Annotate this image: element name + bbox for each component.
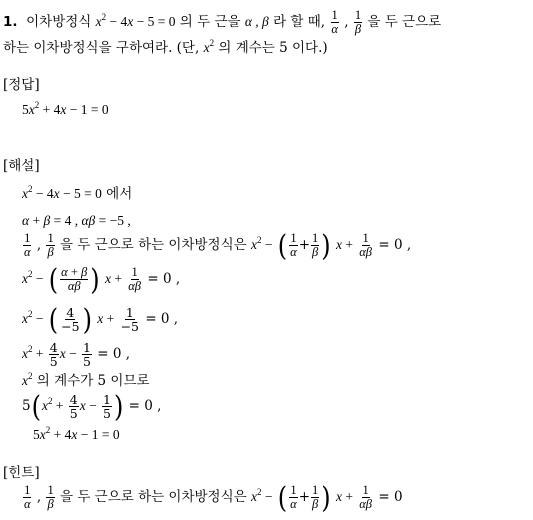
problem-text-c: 라 할 때,	[273, 14, 326, 31]
solution-step-3: $\frac{1}{\alpha}$ , $\frac{1}{\beta}$ 을 두 근으로 하는 이차방정식은 $x^2$ − ( $\frac{1}{\alpha}$ + $\frac{1}{\beta}$ ) x + $\frac{1}{\alpha\beta}$ = 0 ,	[24, 228, 412, 263]
solution-step-7: $x^2$ 의 계수가 5 이므로	[22, 371, 150, 389]
solution-step-4: $x^2$ − ( $\frac{\alpha + \beta}{\alpha\beta}$ ) x + $\frac{1}{\alpha\beta}$ = 0 ,	[22, 262, 181, 297]
hint-text: $\frac{1}{\alpha}$ , $\frac{1}{\beta}$ 을 두 근으로 하는 이차방정식은 $x^2$ − ( $\frac{1}{\alpha}$ + $\frac{1}{\beta}$ ) x + $\frac{1}{\alpha\beta}$ = 0	[24, 480, 403, 515]
problem-text-d: 을 두 근으로	[367, 14, 442, 31]
problem-line-2: 하는 이차방정식을 구하여라. (단, $x^2$ 의 계수는 5 이다.)	[3, 38, 328, 56]
fraction-1-alpha: $\frac{1}{\alpha}$	[331, 8, 338, 37]
solution-step-2: α + β = 4 , αβ = −5 ,	[22, 213, 131, 228]
problem-line2-b: 의 계수는 5 이다.)	[218, 40, 328, 56]
solution-step-6: $x^2$ + $\frac{4}{5}$ x − $\frac{1}{5}$ = 0 ,	[22, 340, 131, 370]
answer-value: $5x^2 + 4x - 1 = 0$	[22, 100, 109, 117]
fraction-1-beta: $\frac{1}{\beta}$	[354, 8, 362, 37]
problem-line2-a: 하는 이차방정식을 구하여라. (단,	[3, 40, 200, 56]
solution-step-9: $5x^2 + 4x - 1 = 0$	[33, 425, 120, 442]
solution-step-8: $5(x^2$ + $\frac{4}{5}$ x − $\frac{1}{5}$ ) = 0 ,	[22, 389, 162, 424]
solution-label: [해설]	[3, 158, 40, 174]
hint-label: [힌트]	[3, 465, 40, 481]
solution-step-1: $x^2 - 4x - 5 = 0$ 에서	[22, 184, 133, 202]
problem-equation: $x^2 - 4x - 5 = 0$	[95, 12, 176, 30]
solution-step-5: $x^2$ − ( $\frac{4}{-5}$ ) x + $\frac{1}{-5}$ = 0 ,	[22, 302, 179, 337]
problem-text-a: 이차방정식	[26, 14, 92, 31]
problem-number: 1.	[3, 14, 18, 31]
answer-label: [정답]	[3, 77, 40, 93]
problem-text-b: 의 두 근을	[179, 14, 241, 31]
problem-line-1: 1. 이차방정식 $x^2 - 4x - 5 = 0$ 의 두 근을 α , β 라 할 때, $\frac{1}{\alpha}$ , $\frac{1}{\beta}$ 을 두 근으로	[3, 8, 442, 37]
